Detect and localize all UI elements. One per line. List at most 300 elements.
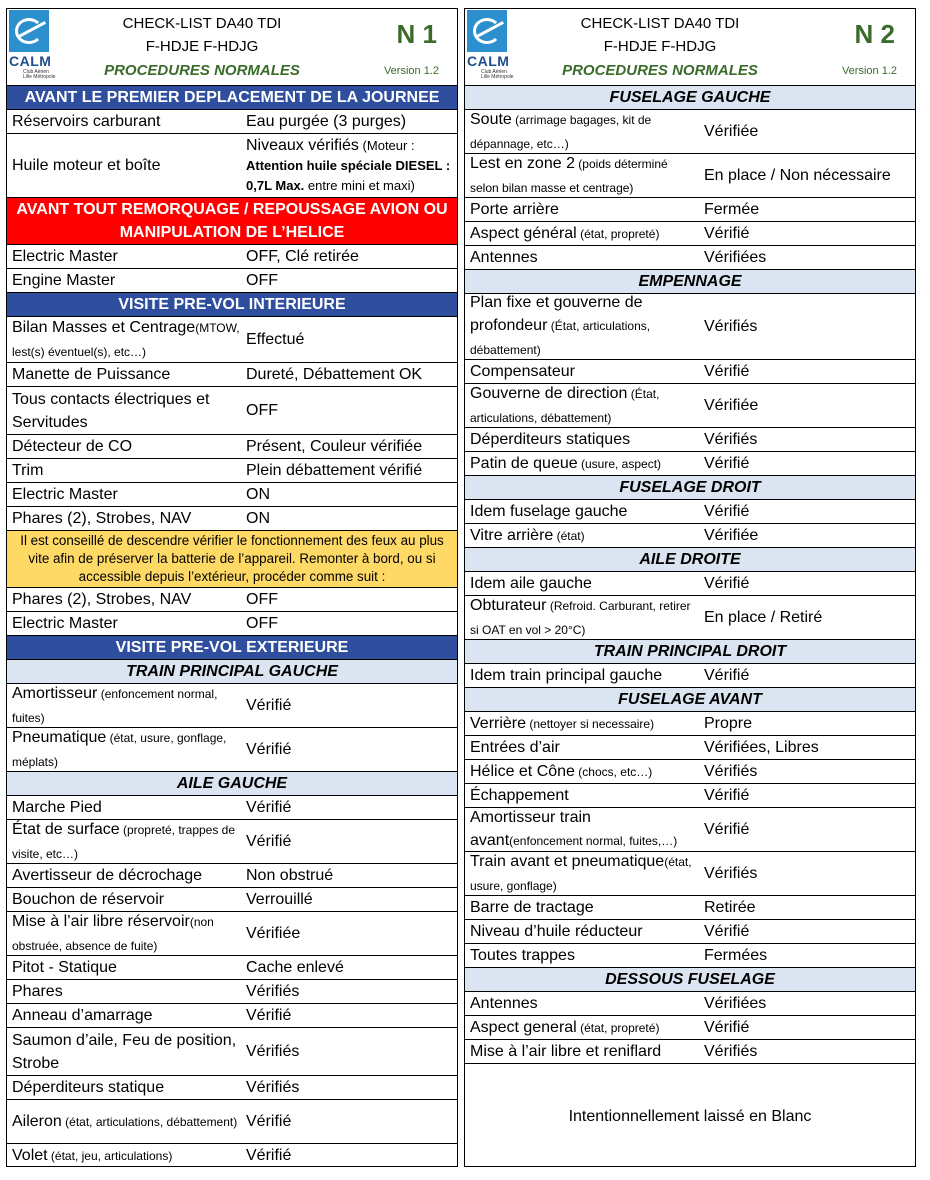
checklist-expected-state xyxy=(240,328,457,351)
state-value: Vérifiés xyxy=(246,1079,300,1096)
checklist-expected-state xyxy=(698,360,915,383)
state-value: Vérifié xyxy=(246,697,292,714)
checklist-expected-state xyxy=(698,944,915,967)
checklist-row xyxy=(7,434,457,458)
checklist-row xyxy=(7,727,457,771)
item-label: Échappement xyxy=(470,787,569,804)
item-label: Antennes xyxy=(470,995,538,1012)
item-label: Marche Pied xyxy=(12,799,102,816)
logo-name: CALM xyxy=(9,53,52,69)
checklist-expected-state xyxy=(240,110,457,133)
item-label: Phares xyxy=(12,983,63,1000)
checklist-expected-state xyxy=(698,428,915,451)
state-value: Vérifié xyxy=(704,821,750,838)
state-value: Vérifié xyxy=(704,455,750,472)
plane-logo-icon xyxy=(467,10,507,52)
item-detail: (usure, aspect) xyxy=(577,456,662,471)
checklist-expected-state xyxy=(698,920,915,943)
checklist-row xyxy=(7,979,457,1003)
checklist-expected-state xyxy=(240,612,457,635)
checklist-row xyxy=(465,851,915,895)
checklist-title: CHECK-LIST DA40 TDI xyxy=(580,15,740,32)
subsection-header: EMPENNAGE xyxy=(465,269,915,293)
section-header: AVANT LE PREMIER DEPLACEMENT DE LA JOURNEE xyxy=(7,85,457,109)
checklist-row xyxy=(7,133,457,197)
checklist-item xyxy=(465,500,698,523)
checklist-row xyxy=(465,383,915,427)
checklist-item xyxy=(465,452,698,476)
checklist-expected-state xyxy=(698,164,915,187)
checklist-item xyxy=(465,1040,698,1063)
checklist-item xyxy=(7,1029,240,1075)
checklist-row xyxy=(465,359,915,383)
state-value: Vérifié xyxy=(704,225,750,242)
checklist-row xyxy=(465,759,915,783)
checklist-expected-state xyxy=(240,245,457,268)
item-detail: (état, propreté) xyxy=(576,1020,660,1035)
checklist-item xyxy=(7,435,240,458)
checklist-row xyxy=(7,683,457,727)
logo-sub-line-2: Lille Métropole xyxy=(481,74,514,80)
state-value: Niveaux vérifiés xyxy=(246,136,359,154)
checklist-row xyxy=(7,795,457,819)
item-detail: (état, propreté) xyxy=(576,226,660,241)
checklist-item xyxy=(7,154,240,177)
checklist-expected-state xyxy=(698,524,915,547)
state-value: Vérifiés xyxy=(704,318,758,335)
checklist-item xyxy=(465,594,698,642)
procedure-type: PROCEDURES NORMALES xyxy=(562,62,758,79)
procedure-type: PROCEDURES NORMALES xyxy=(104,62,300,79)
item-label: Aspect general xyxy=(470,1018,577,1036)
state-value: Fermée xyxy=(704,201,760,218)
checklist-expected-state xyxy=(698,315,915,338)
sheet-header xyxy=(7,9,457,85)
item-detail: (propreté, trappes de visite, etc…) xyxy=(12,822,236,861)
checklist-row xyxy=(7,1003,457,1027)
item-label: Bouchon de réservoir xyxy=(12,891,165,908)
item-detail: (non obstruée, absence de fuite) xyxy=(12,914,214,953)
checklist-expected-state xyxy=(698,394,915,417)
state-value: Vérifié xyxy=(704,787,750,804)
checklist-expected-state xyxy=(240,1076,457,1099)
state-value: Verrouillé xyxy=(246,891,313,908)
checklist-expected-state xyxy=(240,269,457,292)
state-value: Vérifiée xyxy=(704,397,759,414)
state-value: Cache enlevé xyxy=(246,959,344,976)
checklist-title: CHECK-LIST DA40 TDI xyxy=(122,15,282,32)
item-detail: (poids déterminé selon bilan masse et centrage) xyxy=(470,156,668,195)
checklist-item xyxy=(7,796,240,819)
checklist-row xyxy=(465,153,915,197)
item-label: Entrées d’air xyxy=(470,739,560,756)
checklist-item xyxy=(465,784,698,807)
state-value: Vérifié xyxy=(704,1019,750,1036)
checklist-item xyxy=(7,956,240,979)
item-label: Anneau d’amarrage xyxy=(12,1007,153,1024)
checklist-expected-state xyxy=(240,796,457,819)
section-header: VISITE PRE-VOL INTERIEURE xyxy=(7,292,457,316)
item-label: Tous contacts électriques et Servitudes xyxy=(12,390,210,431)
state-value: Eau purgée (3 purges) xyxy=(246,113,407,130)
state-value: Vérifié xyxy=(246,1007,292,1024)
item-label: Vitre arrière xyxy=(470,526,554,544)
checklist-row xyxy=(7,316,457,362)
item-label: Réservoirs carburant xyxy=(12,113,161,130)
sheet-number: N 2 xyxy=(854,19,895,49)
checklist-row xyxy=(465,595,915,639)
state-value: Vérifiée xyxy=(246,925,301,942)
state-value: Vérifiées xyxy=(704,249,767,266)
state-value: OFF xyxy=(246,402,278,419)
checklist-expected-state xyxy=(240,888,457,911)
subsection-header: AILE DROITE xyxy=(465,547,915,571)
state-value: Vérifiés xyxy=(246,1043,300,1060)
checklist-item xyxy=(7,507,240,530)
checklist-expected-state xyxy=(698,992,915,1015)
checklist-expected-state xyxy=(240,459,457,482)
state-value: Non obstrué xyxy=(246,867,334,884)
checklist-item xyxy=(7,910,240,958)
checklist-item xyxy=(465,382,698,430)
checklist-item xyxy=(465,806,698,853)
checklist-row xyxy=(465,1039,915,1063)
checklist-expected-state xyxy=(240,435,457,458)
checklist-expected-state xyxy=(698,664,915,687)
item-label: Mise à l’air libre et reniflard xyxy=(470,1043,662,1060)
item-label: Verrière xyxy=(470,714,527,732)
checklist-expected-state xyxy=(698,572,915,595)
checklist-expected-state xyxy=(698,760,915,783)
checklist-expected-state xyxy=(240,399,457,422)
checklist-row xyxy=(465,571,915,595)
state-value: OFF xyxy=(246,615,278,632)
checklist-row xyxy=(465,919,915,943)
item-label: Obturateur xyxy=(470,596,547,614)
state-value: En place / Non nécessaire xyxy=(704,167,891,184)
item-label: Porte arrière xyxy=(470,201,559,218)
checklist-row xyxy=(7,386,457,434)
checklist-item xyxy=(7,110,240,133)
item-label: Gouverne de direction xyxy=(470,384,628,402)
checklist-row xyxy=(7,1143,457,1167)
item-label: Saumon d’aile, Feu de position, Strobe xyxy=(12,1031,237,1072)
subsection-header: FUSELAGE DROIT xyxy=(465,475,915,499)
checklist-row xyxy=(7,268,457,292)
checklist-row xyxy=(465,245,915,269)
item-label: Idem fuselage gauche xyxy=(470,503,628,520)
item-label: Avertisseur de décrochage xyxy=(12,867,203,884)
checklist-row xyxy=(465,807,915,851)
checklist-expected-state xyxy=(240,507,457,530)
checklist-item xyxy=(465,736,698,759)
checklist-expected-state xyxy=(240,922,457,945)
item-label: Amortisseur train avant xyxy=(470,809,591,849)
item-label: Manette de Puissance xyxy=(12,366,171,383)
item-label: Lest en zone 2 xyxy=(470,154,575,172)
checklist-item xyxy=(7,1004,240,1027)
checklist-row xyxy=(465,991,915,1015)
checklist-item xyxy=(465,896,698,919)
state-value: Vérifié xyxy=(246,1147,292,1164)
item-label: Huile moteur et boîte xyxy=(12,157,161,174)
intentionally-blank-note: Intentionnellement laissé en Blanc xyxy=(465,1063,915,1126)
logo-subtitle xyxy=(23,70,56,80)
checklist-expected-state xyxy=(698,198,915,221)
checklist-expected-state xyxy=(698,736,915,759)
checklist-item xyxy=(7,818,240,866)
checklist-expected-state xyxy=(240,830,457,853)
item-label: Electric Master xyxy=(12,248,118,265)
checklist-item xyxy=(465,850,698,898)
checklist-row xyxy=(7,587,457,611)
state-value: Propre xyxy=(704,715,753,732)
checklist-row xyxy=(7,109,457,133)
checklist-row xyxy=(465,783,915,807)
checklist-row xyxy=(7,819,457,863)
checklist-row xyxy=(7,1099,457,1143)
state-value: Vérifié xyxy=(704,363,750,380)
checklist-expected-state xyxy=(240,363,457,386)
checklist-expected-state xyxy=(240,738,457,761)
checklist-row xyxy=(7,482,457,506)
warning-section-header: AVANT TOUT REMORQUAGE / REPOUSSAGE AVION OU MANIPULATION DE L’HELICE xyxy=(7,197,457,244)
checklist-item xyxy=(465,992,698,1015)
state-value: OFF xyxy=(246,591,278,608)
checklist-item xyxy=(465,360,698,383)
checklist-item xyxy=(465,198,698,221)
item-detail: (état) xyxy=(553,528,585,543)
item-detail: (état, usure, gonflage, méplats) xyxy=(12,730,227,769)
item-detail: (État, articulations, débattement) xyxy=(470,386,660,425)
state-value: Vérifié xyxy=(704,503,750,520)
checklist-item xyxy=(7,980,240,1003)
item-detail: (état, usure, gonflage) xyxy=(470,854,692,893)
checklist-expected-state xyxy=(240,136,457,196)
item-label: Electric Master xyxy=(12,615,118,632)
checklist-expected-state xyxy=(698,712,915,735)
item-label: Antennes xyxy=(470,249,538,266)
checklist-item xyxy=(465,524,698,548)
checklist-item xyxy=(465,291,698,362)
item-label: Pitot - Statique xyxy=(12,959,117,976)
checklist-row xyxy=(465,523,915,547)
checklist-sheet-n1 xyxy=(6,8,458,1167)
checklist-item xyxy=(465,246,698,269)
checklist-expected-state xyxy=(698,1016,915,1039)
checklist-expected-state xyxy=(698,500,915,523)
checklist-row xyxy=(465,109,915,153)
state-value: Vérifiés xyxy=(246,983,300,1000)
checklist-row xyxy=(465,663,915,687)
state-value: Vérifié xyxy=(704,575,750,592)
club-logo xyxy=(9,10,59,82)
item-label: Trim xyxy=(12,462,44,479)
state-value: Vérifiées xyxy=(704,995,767,1012)
logo-subtitle xyxy=(481,70,514,80)
item-detail: (MTOW, lest(s) éventuel(s), etc…) xyxy=(12,320,240,359)
item-label: Barre de tractage xyxy=(470,899,594,916)
item-detail: (État, articulations, débattement) xyxy=(470,319,651,357)
subsection-header: FUSELAGE AVANT xyxy=(465,687,915,711)
checklist-expected-state xyxy=(240,694,457,717)
checklist-item xyxy=(7,316,240,364)
section-header: VISITE PRE-VOL EXTERIEURE xyxy=(7,635,457,659)
checklist-row xyxy=(7,362,457,386)
item-label: Mise à l’air libre réservoir xyxy=(12,912,190,930)
item-label: Phares (2), Strobes, NAV xyxy=(12,591,192,608)
state-value: Vérifiée xyxy=(704,527,759,544)
state-value: Vérifiés xyxy=(704,865,758,882)
checklist-expected-state xyxy=(698,120,915,143)
checklist-item xyxy=(465,920,698,943)
checklist-item xyxy=(465,428,698,451)
checklist-item xyxy=(7,588,240,611)
advisory-note: Il est conseillé de descendre vérifier le fonctionnement des feux au plus vite afin de préserver la batterie de l’appareil. Remonter à bord, ou si accessible depuis l’extérieur, procéder comme suit : xyxy=(7,530,457,587)
checklist-item xyxy=(7,1144,240,1168)
checklist-item xyxy=(7,269,240,292)
checklist-item xyxy=(465,152,698,200)
plane-logo-icon xyxy=(9,10,49,52)
checklist-item xyxy=(7,888,240,911)
checklist-expected-state xyxy=(698,246,915,269)
checklist-expected-state xyxy=(240,1110,457,1133)
checklist-item xyxy=(7,459,240,482)
checklist-row xyxy=(7,458,457,482)
item-label: Déperditeurs statique xyxy=(12,1079,165,1096)
checklist-item xyxy=(7,1110,240,1134)
checklist-expected-state xyxy=(698,862,915,885)
state-value: Vérifié xyxy=(246,833,292,850)
checklist-row xyxy=(7,1027,457,1075)
item-detail: (arrimage bagages, kit de dépannage, etc…) xyxy=(470,112,652,151)
checklist-expected-state xyxy=(698,606,915,629)
checklist-expected-state xyxy=(698,452,915,475)
state-value: Effectué xyxy=(246,331,305,348)
checklist-item xyxy=(465,760,698,784)
item-detail: (enfoncement normal, fuites,…) xyxy=(509,834,678,848)
subsection-header: DESSOUS FUSELAGE xyxy=(465,967,915,991)
checklist-row xyxy=(465,197,915,221)
subsection-header: TRAIN PRINCIPAL GAUCHE xyxy=(7,659,457,683)
checklist-expected-state xyxy=(698,222,915,245)
checklist-row xyxy=(7,506,457,530)
state-value: Vérifiée xyxy=(704,123,759,140)
checklist-expected-state xyxy=(240,1040,457,1063)
item-detail: (enfoncement normal, fuites) xyxy=(12,686,218,725)
checklist-item xyxy=(7,682,240,730)
checklist-expected-state xyxy=(698,1040,915,1063)
checklist-expected-state xyxy=(698,818,915,841)
checklist-expected-state xyxy=(698,784,915,807)
state-value: Vérifié xyxy=(246,741,292,758)
checklist-item xyxy=(7,612,240,635)
state-value: OFF xyxy=(246,272,278,289)
checklist-item xyxy=(7,388,240,434)
checklist-item xyxy=(7,483,240,506)
item-label: Compensateur xyxy=(470,363,575,380)
checklist-row xyxy=(465,735,915,759)
checklist-item xyxy=(465,222,698,246)
checklist-expected-state xyxy=(698,896,915,919)
item-label: Train avant et pneumatique xyxy=(470,852,665,870)
checklist-item xyxy=(7,245,240,268)
item-label: Idem train principal gauche xyxy=(470,667,663,684)
checklist-item xyxy=(7,864,240,887)
item-label: Aileron xyxy=(12,1112,62,1130)
club-logo xyxy=(467,10,517,82)
checklist-item xyxy=(7,1076,240,1099)
subsection-header: AILE GAUCHE xyxy=(7,771,457,795)
state-value: Vérifié xyxy=(704,667,750,684)
subsection-header: TRAIN PRINCIPAL DROIT xyxy=(465,639,915,663)
item-label: Volet xyxy=(12,1146,48,1164)
item-label: Déperditeurs statiques xyxy=(470,431,631,448)
item-label: Pneumatique xyxy=(12,728,107,746)
logo-name: CALM xyxy=(467,53,510,69)
item-label: Patin de queue xyxy=(470,454,578,472)
checklist-row xyxy=(465,895,915,919)
state-value: Plein débattement vérifié xyxy=(246,462,423,479)
item-label: Aspect général xyxy=(470,224,577,242)
state-value: Vérifié xyxy=(704,923,750,940)
item-label: Niveau d’huile réducteur xyxy=(470,923,643,940)
checklist-row xyxy=(465,293,915,359)
checklist-expected-state xyxy=(240,588,457,611)
item-label: Soute xyxy=(470,110,512,128)
state-note-end: entre mini et maxi) xyxy=(304,177,415,193)
checklist-row xyxy=(7,887,457,911)
checklist-row xyxy=(465,499,915,523)
subsection-header: FUSELAGE GAUCHE xyxy=(465,85,915,109)
state-value: Vérifiés xyxy=(704,1043,758,1060)
item-label: État de surface xyxy=(12,820,120,838)
aircraft-registrations: F-HDJE F-HDJG xyxy=(603,38,717,55)
version-label: Version 1.2 xyxy=(383,65,439,77)
state-value: Vérifiés xyxy=(704,763,758,780)
aircraft-registrations: F-HDJE F-HDJG xyxy=(145,38,259,55)
state-value: ON xyxy=(246,486,270,503)
logo-sub-line-1: Club Aérien xyxy=(481,69,507,75)
state-value: Vérifiés xyxy=(704,431,758,448)
state-value: Retirée xyxy=(704,899,756,916)
checklist-item xyxy=(465,712,698,736)
item-label: Toutes trappes xyxy=(470,947,575,964)
item-label: Plan fixe et gouverne de profondeur xyxy=(470,294,643,334)
checklist-item xyxy=(7,726,240,774)
item-label: Détecteur de CO xyxy=(12,438,133,455)
state-value: En place / Retiré xyxy=(704,609,823,626)
state-note: (Moteur : xyxy=(358,137,415,153)
state-value: Vérifiées, Libres xyxy=(704,739,819,756)
checklist-item xyxy=(465,1016,698,1040)
checklist-row xyxy=(465,1015,915,1039)
checklist-row xyxy=(465,221,915,245)
item-label: Bilan Masses et Centrage xyxy=(12,318,196,336)
item-detail: (état, articulations, débattement) xyxy=(61,1114,238,1129)
item-detail: (nettoyer si necessaire) xyxy=(526,716,655,731)
sheet-number: N 1 xyxy=(396,19,437,49)
checklist-expected-state xyxy=(240,980,457,1003)
state-value: Vérifié xyxy=(246,799,292,816)
sheet-header xyxy=(465,9,915,85)
checklist-row xyxy=(7,863,457,887)
checklist-expected-state xyxy=(240,864,457,887)
state-value: OFF, Clé retirée xyxy=(246,248,359,265)
item-detail: (état, jeu, articulations) xyxy=(47,1148,173,1163)
checklist-row xyxy=(7,1075,457,1099)
item-label: Amortisseur xyxy=(12,684,98,702)
